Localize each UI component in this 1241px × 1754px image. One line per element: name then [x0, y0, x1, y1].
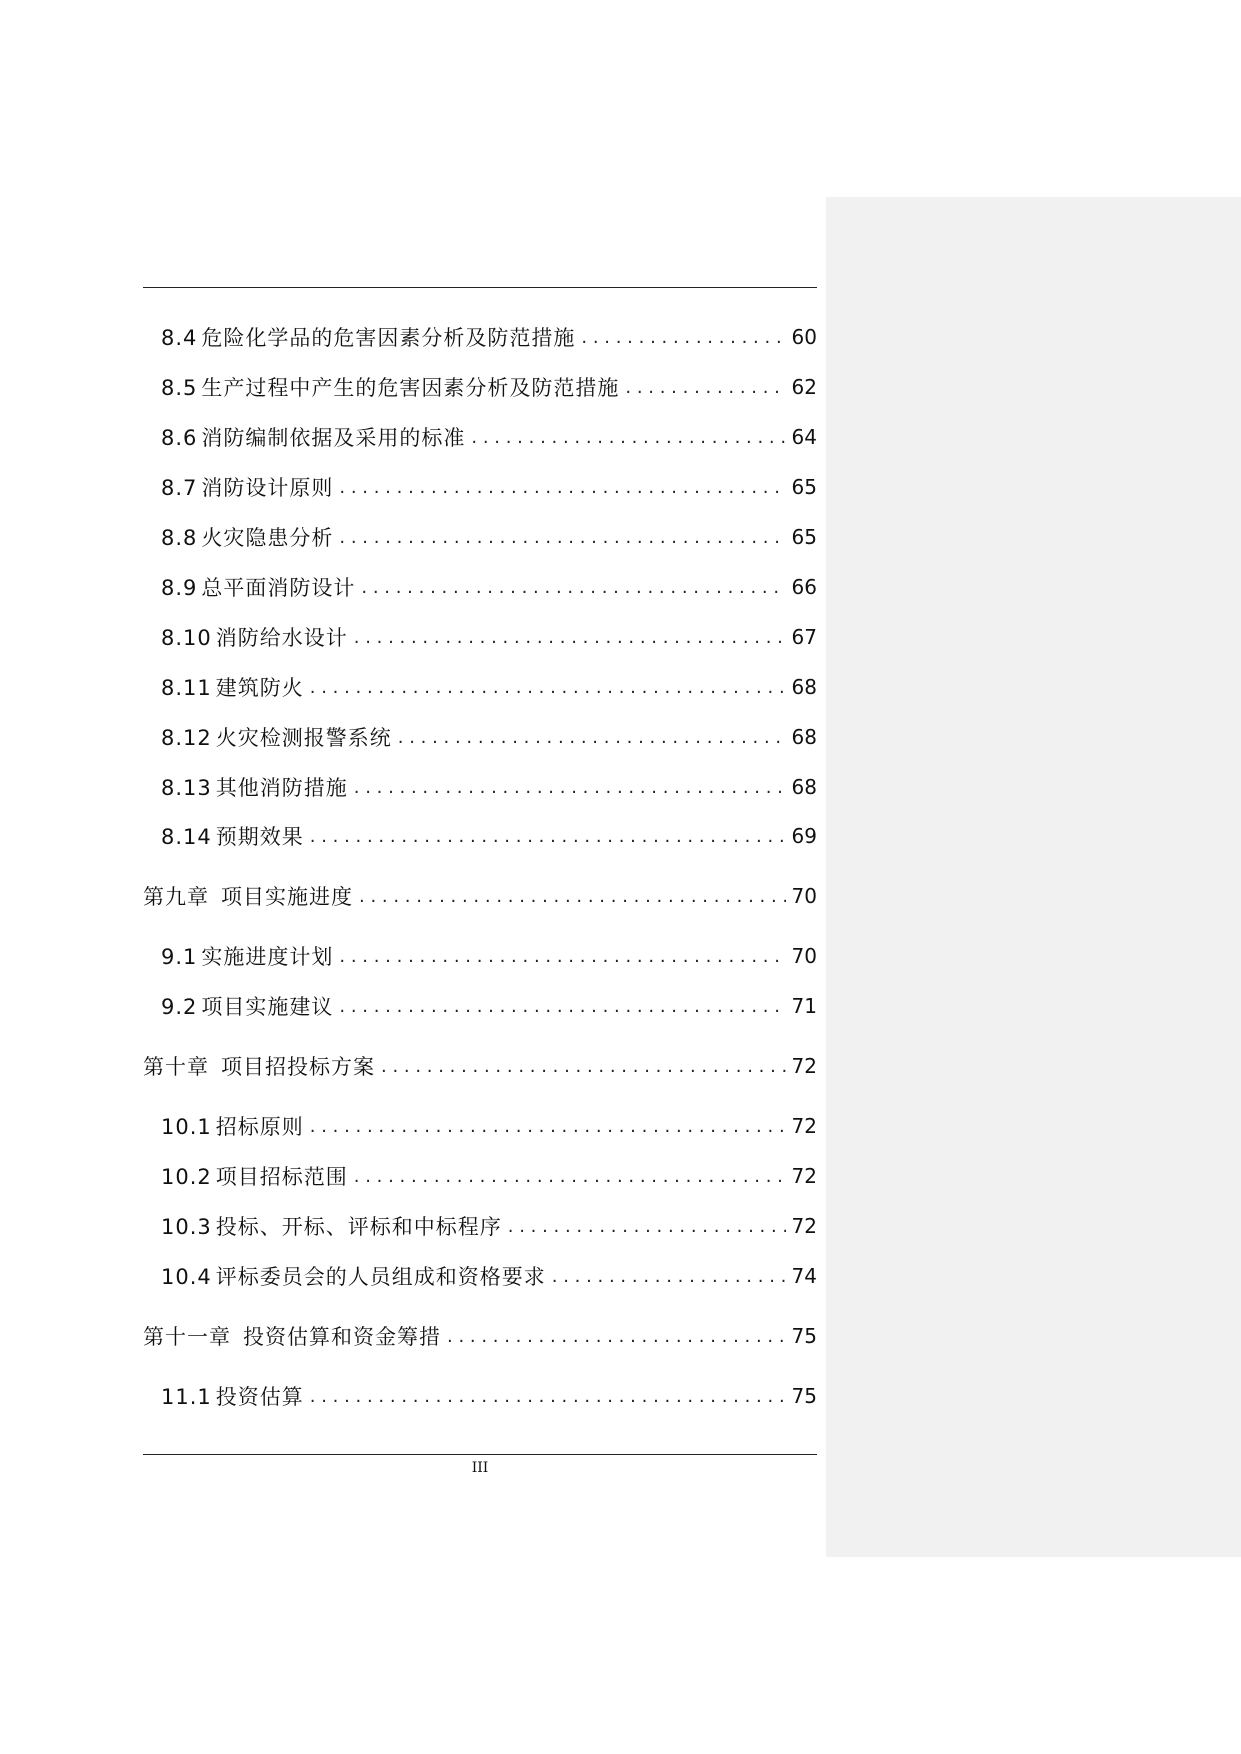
toc-entry[interactable]	[143, 619, 817, 655]
toc-entry-number: 9.1	[161, 945, 198, 969]
toc-entry-number: 8.4	[161, 326, 198, 350]
toc-entry[interactable]	[143, 719, 817, 755]
toc-entry-title: 总平面消防设计	[201, 576, 356, 600]
toc-entry-title: 预期效果	[215, 825, 304, 849]
dot-leader	[354, 627, 786, 648]
dot-leader	[552, 1266, 786, 1287]
toc-entry[interactable]	[143, 1378, 817, 1414]
toc-entry-page: 72	[791, 1214, 817, 1238]
toc-entry-title: 项目招标范围	[215, 1165, 348, 1189]
toc-entry-title: 消防编制依据及采用的标准	[201, 426, 466, 450]
toc-entry[interactable]	[143, 1108, 817, 1144]
toc-entry-page: 74	[791, 1264, 817, 1288]
toc-entry-title: 火灾隐患分析	[201, 526, 334, 550]
toc-entry-title: 其他消防措施	[215, 776, 348, 800]
toc-entry-page: 67	[791, 625, 817, 649]
dot-leader	[354, 1166, 786, 1187]
toc-entry-page: 70	[791, 884, 817, 908]
toc-chapter-title: 项目招投标方案	[221, 1055, 375, 1079]
toc-entry-page: 72	[791, 1114, 817, 1138]
toc-entry-page: 75	[791, 1384, 817, 1408]
toc-entry-page: 62	[791, 375, 817, 399]
toc-entry-number: 8.5	[161, 376, 198, 400]
toc-entry[interactable]	[143, 818, 817, 854]
toc-entry-page: 75	[791, 1324, 817, 1348]
toc-entry-page: 66	[791, 575, 817, 599]
toc-entry-title: 火灾检测报警系统	[215, 726, 392, 750]
dot-leader	[625, 377, 785, 398]
toc-entry-number: 10.3	[161, 1215, 212, 1239]
toc-entry-number: 8.11	[161, 676, 212, 700]
toc-entry-page: 69	[791, 824, 817, 848]
toc-entry-page: 71	[791, 994, 817, 1018]
toc-chapter[interactable]	[143, 878, 817, 914]
toc-entry-page: 72	[791, 1164, 817, 1188]
dot-leader	[447, 1326, 786, 1347]
toc-entry[interactable]	[143, 669, 817, 705]
toc-entry[interactable]	[143, 469, 817, 505]
toc-entry-page: 64	[791, 425, 817, 449]
toc-entry-page: 65	[791, 475, 817, 499]
toc-entry-number: 8.9	[161, 576, 198, 600]
dot-leader	[471, 427, 785, 448]
toc-entry-number: 8.12	[161, 726, 212, 750]
toc-entry-title: 投标、开标、评标和中标程序	[215, 1215, 502, 1239]
toc-entry-page: 70	[791, 944, 817, 968]
toc-chapter[interactable]	[143, 1318, 817, 1354]
toc-entry-page: 65	[791, 525, 817, 549]
dot-leader	[310, 677, 786, 698]
toc-entry-number: 8.7	[161, 476, 198, 500]
toc-entry[interactable]	[143, 419, 817, 455]
dot-leader	[310, 826, 786, 847]
comment-pane	[826, 197, 1241, 1557]
toc-entry-title: 评标委员会的人员组成和资格要求	[215, 1265, 546, 1289]
dot-leader	[339, 946, 785, 967]
toc-entry-number: 8.8	[161, 526, 198, 550]
toc-entry-title: 消防设计原则	[201, 476, 334, 500]
toc-entry[interactable]	[143, 319, 817, 355]
toc-entry[interactable]	[143, 769, 817, 805]
toc-entry-page: 60	[791, 325, 817, 349]
toc-entry-page: 68	[791, 725, 817, 749]
toc-entry-number: 11.1	[161, 1385, 212, 1409]
toc-entry[interactable]	[143, 1258, 817, 1294]
toc-entry-page: 68	[791, 675, 817, 699]
dot-leader	[381, 1056, 786, 1077]
toc-chapter-number: 第十一章	[143, 1325, 231, 1349]
toc-chapter-number: 第九章	[143, 885, 209, 909]
dot-leader	[310, 1116, 786, 1137]
toc-chapter-title: 投资估算和资金筹措	[243, 1325, 441, 1349]
toc-entry-title: 投资估算	[215, 1385, 304, 1409]
toc-chapter-title: 项目实施进度	[221, 885, 353, 909]
toc-entry-title: 生产过程中产生的危害因素分析及防范措施	[201, 376, 620, 400]
dot-leader	[398, 727, 786, 748]
toc-entry[interactable]	[143, 988, 817, 1024]
dot-leader	[339, 996, 785, 1017]
toc-entry-title: 危险化学品的危害因素分析及防范措施	[201, 326, 576, 350]
page-number: III	[471, 1460, 489, 1476]
dot-leader	[508, 1216, 786, 1237]
toc-entry-title: 建筑防火	[215, 676, 304, 700]
toc-entry-number: 10.4	[161, 1265, 212, 1289]
toc-entry[interactable]	[143, 569, 817, 605]
dot-leader	[359, 886, 786, 907]
toc-entry-page: 72	[791, 1054, 817, 1078]
toc-entry-number: 10.1	[161, 1115, 212, 1139]
toc-entry-number: 10.2	[161, 1165, 212, 1189]
dot-leader	[339, 477, 785, 498]
toc-entry-title: 招标原则	[215, 1115, 304, 1139]
dot-leader	[354, 777, 786, 798]
dot-leader	[339, 527, 785, 548]
toc-entry-title: 消防给水设计	[215, 626, 348, 650]
toc-entry-page: 68	[791, 775, 817, 799]
toc-entry-number: 8.14	[161, 825, 212, 849]
toc-entry-number: 8.13	[161, 776, 212, 800]
toc-entry[interactable]	[143, 1208, 817, 1244]
toc-entry[interactable]	[143, 938, 817, 974]
toc-entry[interactable]	[143, 369, 817, 405]
toc-entry[interactable]	[143, 519, 817, 555]
toc-entry-number: 8.10	[161, 626, 212, 650]
header-rule	[143, 287, 817, 288]
dot-leader	[361, 577, 785, 598]
toc-chapter-number: 第十章	[143, 1055, 209, 1079]
toc-entry-number: 8.6	[161, 426, 198, 450]
dot-leader	[581, 327, 785, 348]
toc-entry[interactable]	[143, 1158, 817, 1194]
toc-chapter[interactable]	[143, 1048, 817, 1084]
toc-entry-title: 项目实施建议	[201, 995, 334, 1019]
footer-rule	[143, 1454, 817, 1455]
toc-entry-number: 9.2	[161, 995, 198, 1019]
dot-leader	[310, 1386, 786, 1407]
toc-entry-title: 实施进度计划	[201, 945, 334, 969]
